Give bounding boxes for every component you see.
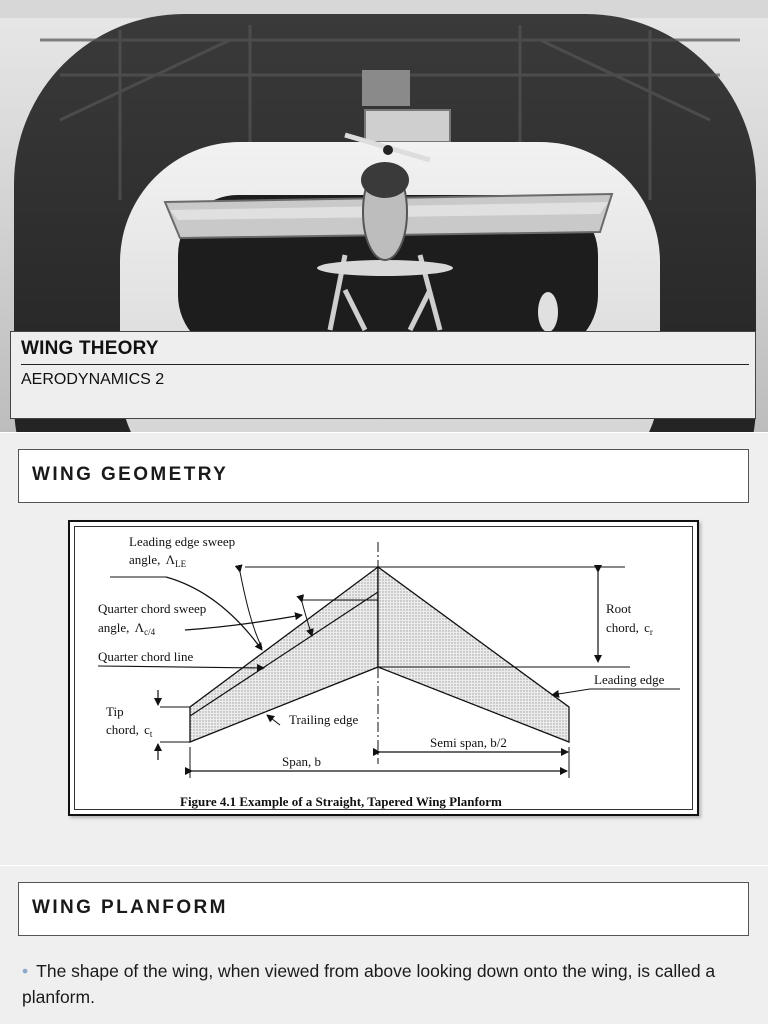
right-wing-half [378, 567, 569, 742]
wing-planform-slide [0, 866, 768, 1024]
label-leading-edge: Leading edge [594, 672, 665, 687]
title-box [10, 331, 756, 419]
bullet-point [22, 958, 750, 1010]
title-divider [21, 364, 749, 365]
label-span: Span, b [282, 754, 321, 769]
slide-heading-box [18, 882, 749, 936]
label-quarter-chord-line: Quarter chord line [98, 649, 194, 664]
presentation-title: WING THEORY [21, 338, 159, 359]
wing-geometry-slide [0, 433, 768, 865]
label-root-chord-2: chord, $c_r$ [606, 620, 653, 637]
label-qc-sweep-1: Quarter chord sweep [98, 601, 207, 616]
label-root-chord-1: Root [606, 601, 632, 616]
presentation-subtitle: AERODYNAMICS 2 [21, 371, 165, 388]
bullet-text: The shape of the wing, when viewed from above looking down onto the wing, is called a planform. [22, 961, 716, 1007]
slide-heading-box [18, 449, 749, 503]
label-tip-chord-1: Tip [106, 704, 124, 719]
label-semi-span: Semi span, b/2 [430, 735, 507, 750]
label-trailing-edge: Trailing edge [289, 712, 359, 727]
slide-heading: WING GEOMETRY [32, 464, 229, 485]
slide-heading: WING PLANFORM [32, 897, 228, 918]
title-slide [0, 0, 768, 432]
wing-planform-figure [68, 520, 699, 816]
figure-caption: Figure 4.1 Example of a Straight, Tapered Wing Planform [180, 794, 502, 809]
label-le-sweep-1: Leading edge sweep [129, 534, 236, 549]
wing-planform-diagram [70, 522, 697, 814]
label-qc-sweep-2: angle, $\Lambda_{c/4}$ [98, 620, 156, 637]
label-le-sweep-2: angle, $\Lambda_{LE}$ [129, 552, 187, 569]
bullet-dot-icon: • [22, 961, 29, 981]
label-tip-chord-2: chord, $c_t$ [106, 722, 153, 739]
